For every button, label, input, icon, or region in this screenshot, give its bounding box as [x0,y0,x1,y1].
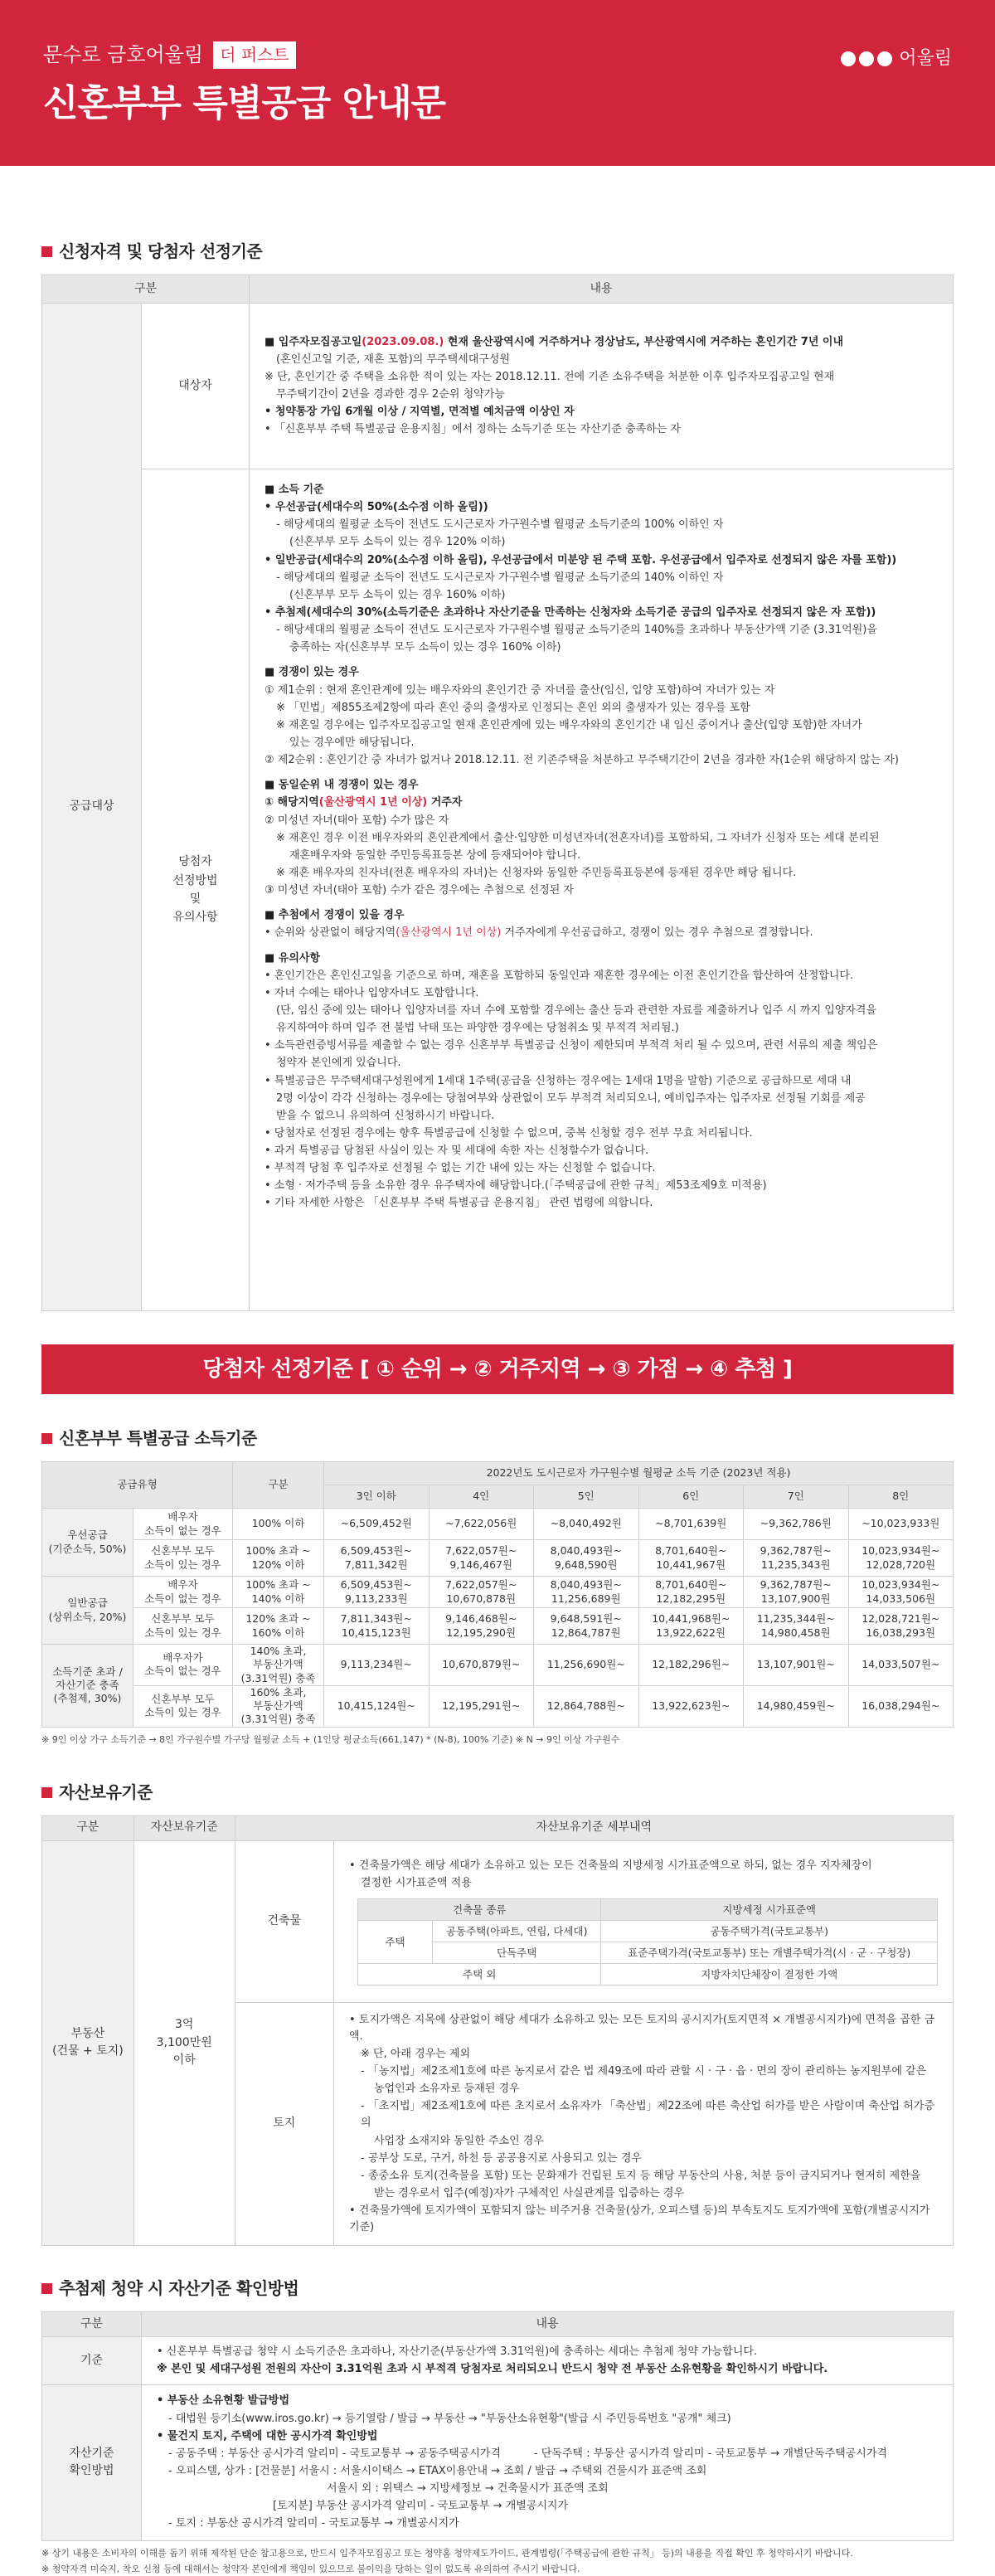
income-ratio: 100% 이하 [233,1509,324,1540]
text: ② 미성년 자녀(태아 포함) 수가 많은 자 [265,814,449,827]
text: ※ 「민법」제855조제2항에 따라 혼인 중의 출생자로 인정되는 혼인 외의 출생자가 있는 경우를 포함 [276,701,750,714]
income-value: ~6,509,452원 [324,1509,430,1540]
income-value: 8,701,640원~ 12,182,295원 [638,1577,744,1608]
income-value: 14,033,507원~ [848,1645,954,1686]
target-content [250,304,954,469]
text: - 오피스텔, 상가 : [건물분] 서울시 : 서울시이택스 → ETAX이용안내 → 조회 / 발급 → 주택외 건물시가 표준액 조회 [168,2464,707,2477]
household-size-header: 5인 [534,1485,639,1509]
text: • 건축물가액은 해당 세대가 소유하고 있는 모든 건축물의 지방세정 시가표준액으로 하되, 없는 경우 지자체장이 [349,1859,872,1872]
text: • 기타 자세한 사항은 「신혼부부 주택 특별공급 운용지침」 관련 법령에 의합니다. [265,1197,653,1210]
text: - 종중소유 토지(건축물을 포함) 또는 문화재가 건립된 토지 등 해당 부동산의 사용, 처분 등이 금지되거나 현저히 제한을 [361,2169,921,2182]
income-value: ~8,701,639원 [638,1509,744,1540]
text: ※ 재혼인 경우 이전 배우자와의 혼인관계에서 출산·입양한 미성년자녀(전혼자녀)를 포함하되, 그 자녀가 신청자 또는 세대 분리된 [276,831,880,844]
highlight-text: (울산광역시 1년 이상) [318,796,428,809]
income-value: 12,195,291원~ [429,1685,534,1727]
income-value: 7,811,343원~ 10,415,123원 [324,1608,430,1645]
cell: 공동주택가격(국토교통부) [601,1921,938,1942]
supply-group-label: 일반공급 (상위소득, 20%) [42,1577,133,1645]
square-bullet-icon [41,1433,52,1444]
income-value: ~8,040,492원 [534,1509,639,1540]
header-subtitle-row [43,40,952,70]
cell: 단독주택 [433,1942,601,1964]
section-title: 신혼부부 특별공급 소득기준 [59,1428,257,1448]
income-value: 11,235,344원~ 14,980,458원 [744,1608,849,1645]
text: 유지하여야 하며 입주 전 불법 낙태 또는 파양한 경우에는 당첨취소 및 부적격 처리됨.) [276,1022,679,1035]
table-row [42,1540,954,1577]
header-tag: 더 퍼스트 [213,41,296,69]
cell: 지방자치단체장이 결정한 가액 [601,1964,938,1985]
table-row [42,1645,954,1686]
asset-section [41,1780,954,2247]
square-bullet-icon [41,246,52,257]
text: - 토지 : 부동산 공시가격 알리미 - 국토교통부 → 개별공시지가 [168,2517,459,2530]
text: • 자녀 수에는 태아나 입양자녀도 포함합니다. [265,986,479,999]
text: [토지분] 부동산 공시가격 알리미 - 국토교통부 → 개별공시지가 [273,2500,569,2513]
row-label [142,469,250,1311]
income-value: 9,113,234원~ [324,1645,430,1686]
section-heading [41,1426,954,1451]
income-value: 13,922,623원~ [638,1685,744,1727]
row-label: 대상자 [142,304,250,469]
page-title: 신혼부부 특별공급 안내문 [43,82,446,125]
income-case-label: 신혼부부 모두 소득이 있는 경우 [133,1608,233,1645]
row-label: 자산기준 확인방법 [42,2385,142,2540]
header-subtitle: 문수로 금호어울림 [43,43,204,66]
text: • 과거 특별공급 당첨된 사실이 있는 자 및 세대에 속한 자는 신청할수가 없습니다. [265,1145,649,1158]
eligibility-table [41,275,954,1311]
col-header: 구분 [42,2312,142,2337]
highlight-text: (울산광역시 1년 이상) [396,926,502,940]
col-header: 구분 [42,275,250,304]
logo-dot-icon [859,51,874,66]
household-size-header: 6인 [638,1485,744,1509]
income-value: 16,038,294원~ [848,1685,954,1727]
text: 농업인과 소유자로 등재된 경우 [374,2083,520,2096]
row-label: 주택 [358,1921,433,1964]
square-bullet-icon [41,1787,52,1798]
text: • 일반공급(세대수의 20%(소수점 이하 올림), 우선공급에서 미분양 된 주택 포함. 우선공급에서 입주자로 선정되지 않은 자를 포함)) [265,553,897,566]
text: • 특별공급은 무주택세대구성원에게 1세대 1주택(공급을 신청하는 경우에는 1세대 1명을 말함) 기준으로 공급하므로 세대 내 [265,1074,852,1087]
logo-dot-icon [841,51,856,66]
col-header: 지방세정 시가표준액 [601,1899,938,1921]
logo-text: 어울림 [899,48,952,69]
land-content [334,2002,954,2246]
income-value: ~9,362,786원 [744,1509,849,1540]
income-value: 9,146,468원~ 12,195,290원 [429,1608,534,1645]
text: • 혼인기간은 혼인신고일을 기준으로 하며, 재혼을 포함하되 동일인과 재혼한 경우에는 이전 혼인기간을 합산하여 산정합니다. [265,969,854,982]
text: - 해당세대의 월평균 소득이 전년도 도시근로자 가구원수별 월평균 소득기준의 100% 이하인 자 [276,518,724,532]
text: ① 해당지역 [265,796,319,809]
building-content [334,1840,954,2002]
text: ※ 본인 및 세대구성원 전원의 자산이 3.31억원 초과 시 부적격 당첨자로 처리되오니 반드시 청약 전 부동산 소유현황을 확인하시기 바랍니다. [157,2363,828,2376]
income-value: 8,701,640원~ 10,441,967원 [638,1540,744,1577]
text: ※ 재혼 배우자의 친자녀(전혼 배우자의 자녀)는 신청자와 동일한 주민등록표등본에 등재된 경우만 해당 됩니다. [276,866,797,879]
section-title: 신청자격 및 당첨자 선정기준 [59,241,263,261]
text: (신혼부부 모두 소득이 있는 경우 120% 이하) [289,536,506,549]
text: - 해당세대의 월평균 소득이 전년도 도시근로자 가구원수별 월평균 소득기준의 140%를 초과하나 부동산가액 기준 (3.31억원)을 [276,624,877,637]
section-heading [41,2276,954,2301]
income-value: ~7,622,056원 [429,1509,534,1540]
text: 사업장 소재지와 동일한 주소인 경우 [374,2134,544,2147]
group-label: 공급대상 [42,304,142,1311]
text: ■ 유의사항 [265,951,321,965]
household-size-header: 4인 [429,1485,534,1509]
table-row [42,1608,954,1645]
text: - 단독주택 : 부동산 공시가격 알리미 - 국토교통부 → 개별단독주택공시가격 [533,2447,887,2460]
text: ■ 추첨에서 경쟁이 있을 경우 [265,909,405,922]
household-size-header: 3인 이하 [324,1485,430,1509]
income-value: 6,509,453원~ 9,113,233원 [324,1577,430,1608]
text: • 건축물가액에 토지가액이 포함되지 않는 비주거용 건축물(상가, 오피스텔 등)의 부속토지도 토지가액에 포함(개별공시지가 기준) [349,2204,930,2234]
text: - 해당세대의 월평균 소득이 전년도 도시근로자 가구원수별 월평균 소득기준의 140% 이하인 자 [276,571,724,584]
brand-logo [841,45,952,73]
text: 2명 이상이 각각 신청하는 경우에는 당첨여부와 상관없이 모두 부적격 처리되오니, 예비입주자는 입주자로 선정될 기회를 제공 [276,1091,866,1105]
table-row [42,1577,954,1608]
col-header: 구분 [233,1462,324,1509]
income-value: 6,509,453원~ 7,811,342원 [324,1540,430,1577]
income-value: 10,415,124원~ [324,1685,430,1727]
text: • 신혼부부 특별공급 청약 시 소득기준은 초과하나, 자산기준(부동산가액 3.31억원)에 충족하는 세대는 추첨제 청약 가능합니다. [157,2345,758,2359]
income-case-label: 배우자 소득이 없는 경우 [133,1577,233,1608]
income-value: 9,362,787원~ 11,235,343원 [744,1540,849,1577]
cell: 공동주택(아파트, 연립, 다세대) [433,1921,601,1942]
income-case-label: 신혼부부 모두 소득이 있는 경우 [133,1540,233,1577]
section-heading [41,239,954,265]
income-value: 7,622,057원~ 10,670,878원 [429,1577,534,1608]
text: (단, 임신 중에 있는 태아나 입양자녀를 자녀 수에 포함할 경우에는 출산 등과 관련한 자료를 제출하거나 입주 시 까지 입양자격을 [276,1004,877,1017]
logo-dot-icon [877,51,892,66]
income-section [41,1426,954,1747]
asset-standard: 3억 3,100만원 이하 [133,1840,235,2246]
text: - 공동주택 : 부동산 공시가격 알리미 - 국토교통부 → 공동주택공시가격 [168,2447,501,2460]
selection-criteria-banner: 당첨자 선정기준 [ ① 순위 → ② 거주지역 → ③ 가점 → ④ 추첨 ] [41,1344,954,1394]
row-label: 토지 [235,2002,333,2246]
text: 청약자 본인에게 있습니다. [276,1057,401,1070]
text: ■ 소득 기준 [265,484,324,496]
disclaimer: ※ 상기 내용은 소비자의 이해를 돕기 위해 제작된 단순 참고용으로, 반드시 입주자모집공고 또는 청약홈 청약제도가이드, 관계법령(「주택공급에 관한 규칙」 등)의 내용을 직접 확인 후 청약하시기 바랍니다. [41,2547,853,2559]
text: ※ 단, 혼인기간 중 주택을 소유한 적이 있는 자는 2018.12.11. 전에 기존 소유주택을 처분한 이후 입주자모집공고일 현재 [265,370,835,383]
table-row [42,1509,954,1540]
text: - 대법원 등기소(www.iros.go.kr) → 등기열람 / 발급 → 부동산 → "부동산소유현황"(발급 시 주민등록번호 "공개" 체크) [168,2412,731,2425]
row-label-line: 당첨자 [178,855,212,869]
col-header: 공급유형 [42,1462,233,1509]
text: 거주자에게 우선공급하고, 경쟁이 있는 경우 추첨으로 결정합니다. [501,926,813,940]
text: 받는 경우로서 입주(예정)자가 구체적인 사실관계를 입증하는 경우 [374,2186,685,2199]
income-value: 10,023,934원~ 12,028,720원 [848,1540,954,1577]
income-value: 12,182,296원~ [638,1645,744,1686]
income-ratio: 100% 초과 ~ 120% 이하 [233,1540,324,1577]
asset-check-table [41,2311,954,2540]
asset-check-section [41,2276,954,2575]
text: • 당첨자로 선정된 경우에는 향후 특별공급에 신청할 수 없으며, 중복 신청할 경우 전부 무효 처리됩니다. [265,1126,753,1140]
text: ※ 단, 아래 경우는 제외 [361,2047,471,2060]
text: ■ 경쟁이 있는 경우 [265,666,359,679]
income-case-label: 배우자가 소득이 없는 경우 [133,1645,233,1686]
income-value: 12,028,721원~ 16,038,293원 [848,1608,954,1645]
selection-content [250,469,954,1311]
col-header: 내용 [250,275,954,304]
text: • 청약통장 가입 6개월 이상 / 지역별, 면적별 예치금액 이상인 자 [265,406,575,419]
text: - 「농지법」제2조제1호에 따른 농지로서 같은 법 제49조에 따라 관할 시 · 구 · 읍 · 면의 장이 관리하는 농지원부에 같은 [361,2064,927,2078]
income-value: 9,362,787원~ 13,107,900원 [744,1577,849,1608]
col-header: 자산보유기준 [133,1815,235,1840]
income-case-label: 배우자 소득이 없는 경우 [133,1509,233,1540]
row-label: 건축물 [235,1840,333,2002]
text: • 소형 · 저가주택 등을 소유한 경우 유주택자에 해당합니다.(「주택공급에 관한 규칙」제53조제9호 미적용) [265,1179,767,1193]
income-table [41,1461,954,1728]
income-case-label: 신혼부부 모두 소득이 있는 경우 [133,1685,233,1727]
text: 서울시 외 : 위택스 → 지방세정보 → 건축물시가 표준액 조회 [327,2482,609,2496]
square-bullet-icon [41,2283,52,2294]
text: 받을 수 없으니 유의하여 신청하시기 바랍니다. [276,1109,495,1122]
income-value: ~10,023,933원 [848,1509,954,1540]
disclaimer: ※ 청약자격 미숙지, 착오 신청 등에 대해서는 청약자 본인에게 책임이 있으므로 불이익을 당하는 일이 없도록 유의하여 주시기 바랍니다. [41,2563,580,2574]
row-label: 기준 [42,2337,142,2385]
criteria-content [142,2337,954,2385]
income-ratio: 140% 초과, 부동산가액 (3.31억원) 충족 [233,1645,324,1686]
group-label: 부동산 (건물 + 토지) [42,1840,134,2246]
text: 결정한 시가표준액 적용 [361,1877,472,1890]
row-label-line: 및 [189,892,201,906]
text: • 「신혼부부 주택 특별공급 운용지침」에서 정하는 소득기준 또는 자산기준 충족하는 자 [265,423,681,436]
highlight-date: (2023.09.08.) [362,335,444,348]
cell: 표준주택가격(국토교통부) 또는 개별주택가격(시 · 군 · 구청장) [601,1942,938,1964]
income-value: 14,980,459원~ [744,1685,849,1727]
income-value: 11,256,690원~ [534,1645,639,1686]
header-banner [0,0,995,166]
asset-table [41,1815,954,2247]
income-ratio: 160% 초과, 부동산가액 (3.31억원) 충족 [233,1685,324,1727]
col-header: 건축물 종류 [358,1899,601,1921]
text: ③ 미성년 자녀(태아 포함) 수가 같은 경우에는 추첨으로 선정된 자 [265,884,574,897]
row-label-line: 선정방법 [172,873,218,887]
text: 거주자 [427,796,463,809]
household-size-header: 7인 [744,1485,849,1509]
text: ※ 재혼일 경우에는 입주자모집공고일 현재 혼인관계에 있는 배우자와의 혼인기간 내 임신 중이거나 출산(입양 포함)한 자녀가 [276,718,862,731]
col-header: 내용 [142,2312,954,2337]
building-type-table [357,1898,938,1985]
income-value: 10,441,968원~ 13,922,622원 [638,1608,744,1645]
supply-group-label: 소득기준 초과 / 자산기준 충족 (추첨제, 30%) [42,1645,133,1728]
text: - 「초지법」제2조제1호에 따른 초지로서 소유자가 「축산법」제22조에 따른 축산업 허가를 받은 사람이며 축산업 허가증의 [361,2100,934,2130]
method-content [142,2385,954,2540]
text: • 우선공급(세대수의 50%(소수점 이하 올림)) [265,501,488,514]
text: • 추첨제(세대수의 30%(소득기준은 초과하나 자산기준을 만족하는 신청자와 소득기준 공급의 입주자로 선정되지 않은 자 포함)) [265,605,876,619]
text: 있는 경우에만 해당됩니다. [289,736,415,749]
text: • 부동산 소유현황 발급방법 [157,2394,290,2408]
text: ① 제1순위 : 현재 혼인관계에 있는 배우자와의 혼인기간 중 자녀를 출산(임신, 입양 포함)하여 자녀가 있는 자 [265,683,775,697]
text: - 공부상 도로, 구거, 하천 등 공공용지로 사용되고 있는 경우 [361,2151,642,2165]
text: 충족하는 자(신혼부부 모두 소득이 있는 경우 160% 이하) [289,641,561,654]
row-label: 주택 외 [358,1964,601,1985]
income-value: 10,023,934원~ 14,033,506원 [848,1577,954,1608]
text: • 소득관련증빙서류를 제출할 수 없는 경우 신혼부부 특별공급 신청이 제한되며 부적격 처리 될 수 있으며, 관련 서류의 제출 책임은 [265,1039,878,1052]
income-value: 12,864,788원~ [534,1685,639,1727]
text: ■ 동일순위 내 경쟁이 있는 경우 [265,779,419,792]
row-label-line: 유의사항 [172,911,218,925]
table-row [42,1685,954,1727]
income-value: 10,670,879원~ [429,1645,534,1686]
text: ■ 입주자모집공고일 [265,335,362,348]
income-value: 7,622,057원~ 9,146,467원 [429,1540,534,1577]
income-value: 13,107,901원~ [744,1645,849,1686]
income-value: 8,040,493원~ 11,256,689원 [534,1577,639,1608]
text: (혼인신고일 기준, 재혼 포함)의 무주택세대구성원 [276,352,510,366]
section-title: 추첨제 청약 시 자산기준 확인방법 [59,2278,299,2299]
income-ratio: 120% 초과 ~ 160% 이하 [233,1608,324,1645]
household-size-header: 8인 [848,1485,954,1509]
text: 재혼배우자와 동일한 주민등록표등본 상에 등재되어야 합니다. [289,848,581,862]
text: • 물건지 토지, 주택에 대한 공시가격 확인방법 [157,2429,378,2442]
supply-group-label: 우선공급 (기준소득, 50%) [42,1509,133,1577]
col-header: 2022년도 도시근로자 가구원수별 월평균 소득 기준 (2023년 적용) [324,1462,954,1485]
text: • 부적격 당첨 후 입주자로 선정될 수 없는 기간 내에 있는 자는 신청할 수 없습니다. [265,1162,656,1175]
income-value: 9,648,591원~ 12,864,787원 [534,1608,639,1645]
income-value: 8,040,493원~ 9,648,590원 [534,1540,639,1577]
col-header: 구분 [42,1815,134,1840]
text: (신혼부부 모두 소득이 있는 경우 160% 이하) [289,588,506,601]
eligibility-section [41,239,954,1311]
text: 현재 울산광역시에 거주하거나 경상남도, 부산광역시에 거주하는 혼인기간 7년 이내 [444,335,844,348]
text: • 순위와 상관없이 해당지역 [265,926,396,940]
text: ② 제2순위 : 혼인기간 중 자녀가 없거나 2018.12.11. 전 기존주택을 처분하고 무주택기간이 2년을 경과한 자(1순위 해당하지 않는 자) [265,754,899,767]
section-heading [41,1780,954,1806]
income-ratio: 100% 초과 ~ 140% 이하 [233,1577,324,1608]
income-footnote: ※ 9인 이상 가구 소득기준 → 8인 가구원수별 가구당 월평균 소득 + (1인당 평균소득(661,147) * (N-8), 100% 기준) ※ N → 9인 이상 가구원수 [41,1733,620,1745]
text: • 토지가액은 지목에 상관없이 해당 세대가 소유하고 있는 모든 토지의 공시지가(토지면적 × 개별공시지가)에 면적을 곱한 금액. [349,2013,935,2043]
section-title: 자산보유기준 [59,1781,153,1802]
text: 무주택기간이 2년을 경과한 경우 2순위 청약가능 [276,388,505,401]
col-header: 자산보유기준 세부내역 [235,1815,953,1840]
